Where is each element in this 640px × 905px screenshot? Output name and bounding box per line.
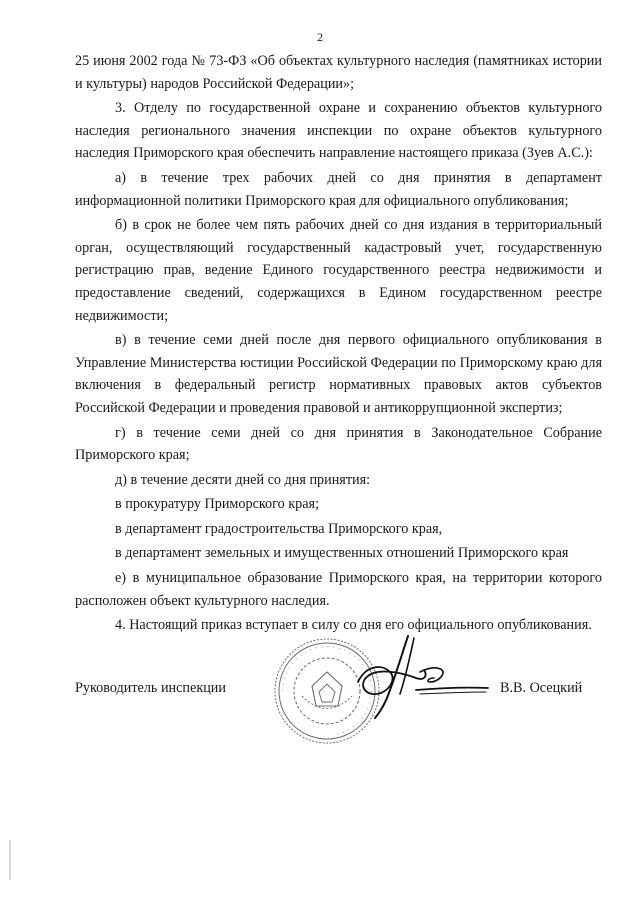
paragraph-recipient-urban-planning: в департамент градостроительства Приморского края,	[115, 520, 443, 537]
paragraph-subitem-d: д) в течение десяти дней со дня принятия:	[115, 471, 371, 488]
document-body	[75, 50, 602, 637]
paragraph-recipient-prosecutor: в прокуратуру Приморского края;	[115, 496, 320, 513]
page-number: 2	[317, 30, 323, 44]
signatory-name: В.В. Осецкий	[500, 680, 583, 696]
paragraph-subitem-v: в) в течение семи дней после дня первого официального опубликования в Управление Министерства юстиции Российской Федерации по Приморскому краю для включения в федеральный регистр нормативных правовых актов субъектов Российской Федерации и проведения правовой и антикоррупционной экспертиз;	[75, 332, 602, 416]
scan-edge-mark	[9, 840, 11, 880]
paragraph-recipient-land-relations: в департамент земельных и имущественных отношений Приморского края	[115, 545, 569, 562]
paragraph-continuation: 25 июня 2002 года № 73-ФЗ «Об объектах культурного наследия (памятниках истории и культуры) народов Российской Федерации»;	[75, 53, 602, 92]
paragraph-item-4: 4. Настоящий приказ вступает в силу со дня его официального опубликования.	[115, 617, 592, 634]
paragraph-subitem-g: г) в течение семи дней со дня принятия в Законодательное Собрание Приморского края;	[75, 424, 602, 464]
paragraph-subitem-a: а) в течение трех рабочих дней со дня принятия в департамент информационной политики Приморского края для официального опубликования;	[75, 169, 602, 209]
handwritten-signature	[320, 632, 490, 732]
paragraph-subitem-b: б) в срок не более чем пять рабочих дней со дня издания в территориальный орган, осуществляющий государственный кадастровый учет, государственную регистрацию прав, ведение Единого государственного реестра недвижимости и предоставление сведений, содержащихся в Едином государственном реестре недвижимости;	[75, 217, 602, 324]
svg-text:· · · · · · · · · · · · · · ·: · · · · · · · · · · · · · · · · · · · · · · · · · · · · · · · · · · ·	[278, 642, 376, 738]
paragraph-subitem-e: е) в муниципальное образование Приморского края, на территории которого расположен объект культурного наследия.	[75, 570, 602, 609]
paragraph-item-3: 3. Отделу по государственной охране и сохранению объектов культурного наследия регионального значения инспекции по охране объектов культурного наследия Приморского края обеспечить направление настоящего приказа (Зуев А.С.):	[75, 100, 602, 162]
signatory-position: Руководитель инспекции	[75, 680, 226, 696]
